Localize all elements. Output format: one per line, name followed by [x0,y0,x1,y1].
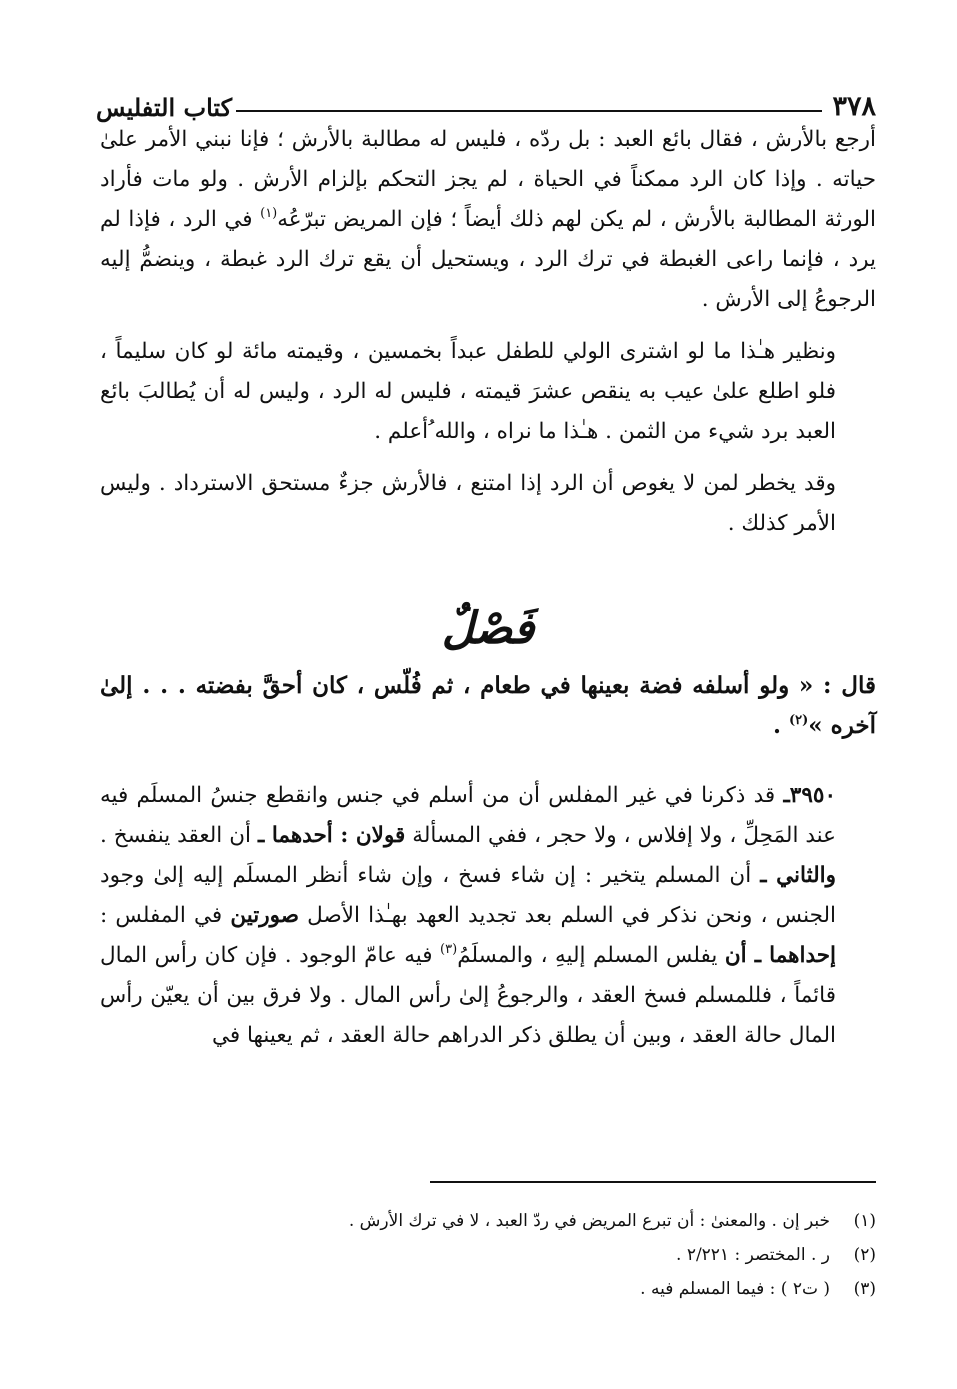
paragraph-2: ونظير هـٰذا ما لو اشترى الولي للطفل عبداً بخمسين ، وقيمته مائة لو كان سليماً ، فلو اطلع علىٰ عيب به ينقص عشرَ قيمته ، فليس له الرد ، وليس له أن يُطالبَ بائع العبد برد شيء من الثمن . هـٰذا ما نراه ، والله ُأعلم . [100,339,836,444]
quoted-text [100,666,876,746]
header-rule [236,110,822,112]
footnotes [96,1204,876,1306]
footnote-separator [430,1181,876,1183]
main-text [100,120,876,1056]
footnote-ref-3: (٣) [440,942,458,957]
section-number: ٣٩٥٠ـ [783,783,836,808]
footnote-number: (١) [853,1211,876,1231]
paragraph-1-tail: في الرد ، فإذا لم يرد ، فإنما راعى الغبطة في ترك الرد ، ويستحيل أن يقع ترك الرد غبطة ، وينضمُّ إليه الرجوعُ إلى الأرش . [100,207,876,312]
footnote-number: (٢) [853,1245,876,1265]
footnote-text: خبر إن . والمعنىٰ : أن تبرع المريض في ردّ العبد ، لا في ترك الأرش . [348,1211,830,1231]
footnote-text: ( ت٢ ) : فيما المسلم فيه . [640,1279,830,1299]
paragraph-1-text: أرجع بالأرش ، فقال بائع العبد : بل ردّه ، فليس له مطالبة بالأرش ؛ فإنا نبني الأمر علىٰ حياته . وإذا كان الرد ممكناً في الحياة ، لم يجز التحكم بإلزام الأرش . ولو مات فأراد الورثة المطالبة بالأرش ، لم يكن لهم ذلك أيضاً ؛ فإن المريض تبرّعُه [100,127,877,232]
section-text-2: أن العقد ينفسخ . [100,823,258,848]
footnote-number: (٣) [853,1279,876,1299]
footnote-3 [96,1272,876,1306]
quoted-text-tail: . [772,712,789,739]
running-header [96,82,876,122]
footnote-2 [96,1238,876,1272]
quoted-text-body: قال : « ولو أسلفه فضة بعينها في طعام ، ثم فُلّس ، كان أحقَّ بفضته . . . إلىٰ آخره » [100,672,876,739]
book-title: كتاب التفليس [96,93,233,122]
footnote-ref-1: (١) [260,206,278,221]
footnote-ref-2: (٢) [788,713,809,728]
footnote-text: ر . المختصر : ٢/٢٢١ . [676,1245,830,1265]
paragraph-3: وقد يخطر لمن لا يغوص أن الرد إذا امتنع ، فالأرش جزءٌ مستحق الاسترداد . وليس الأمر كذلك . [100,471,836,536]
section-text-1: قد ذكرنا في غير المفلس أن من أسلم في جنس وانقطع جنسُ المسلَم فيه عند المَحِلِّ ، ولا إفلاس ، ولا حجر ، ففي المسألة [100,783,836,848]
section-ornament-faslah: فَصْلٌ [441,603,535,654]
section-bold-2: والثاني ـ [760,863,836,888]
paragraph-1 [100,120,876,320]
section-text-6: فيه عامّ الوجود . فإن كان رأس المال قائماً ، فللمسلم فسخ العقد ، والرجوعُ إلىٰ رأس المال . ولا فرق بين أن يعيّن رأس المال حالة العقد ، وبين أن يطلق ذكر الدراهم حالة العقد ، ثم يعينها في [100,943,836,1048]
section-bold-3: صورتين [230,903,299,928]
section-text-3: أن المسلم يتخير : إن شاء فسخ ، وإن شاء أنظر المسلَم إليه إلىٰ وجود الجنس ، ونحن نذكر في السلم بعد تجديد العهد بهـٰذا الأصل [100,863,836,928]
footnote-1 [96,1204,876,1238]
section-text-5: يفلس المسلم إليهِ ، والمسلَمُ [457,943,725,968]
section-3950 [100,776,876,1056]
section-text-4: في المفلس : [100,903,231,928]
section-bold-1: قولان : أحدهما ـ [257,823,406,848]
page-number: ٣٧٨ [832,91,876,122]
section-bold-4: إحداهما ـ أن [724,943,837,968]
